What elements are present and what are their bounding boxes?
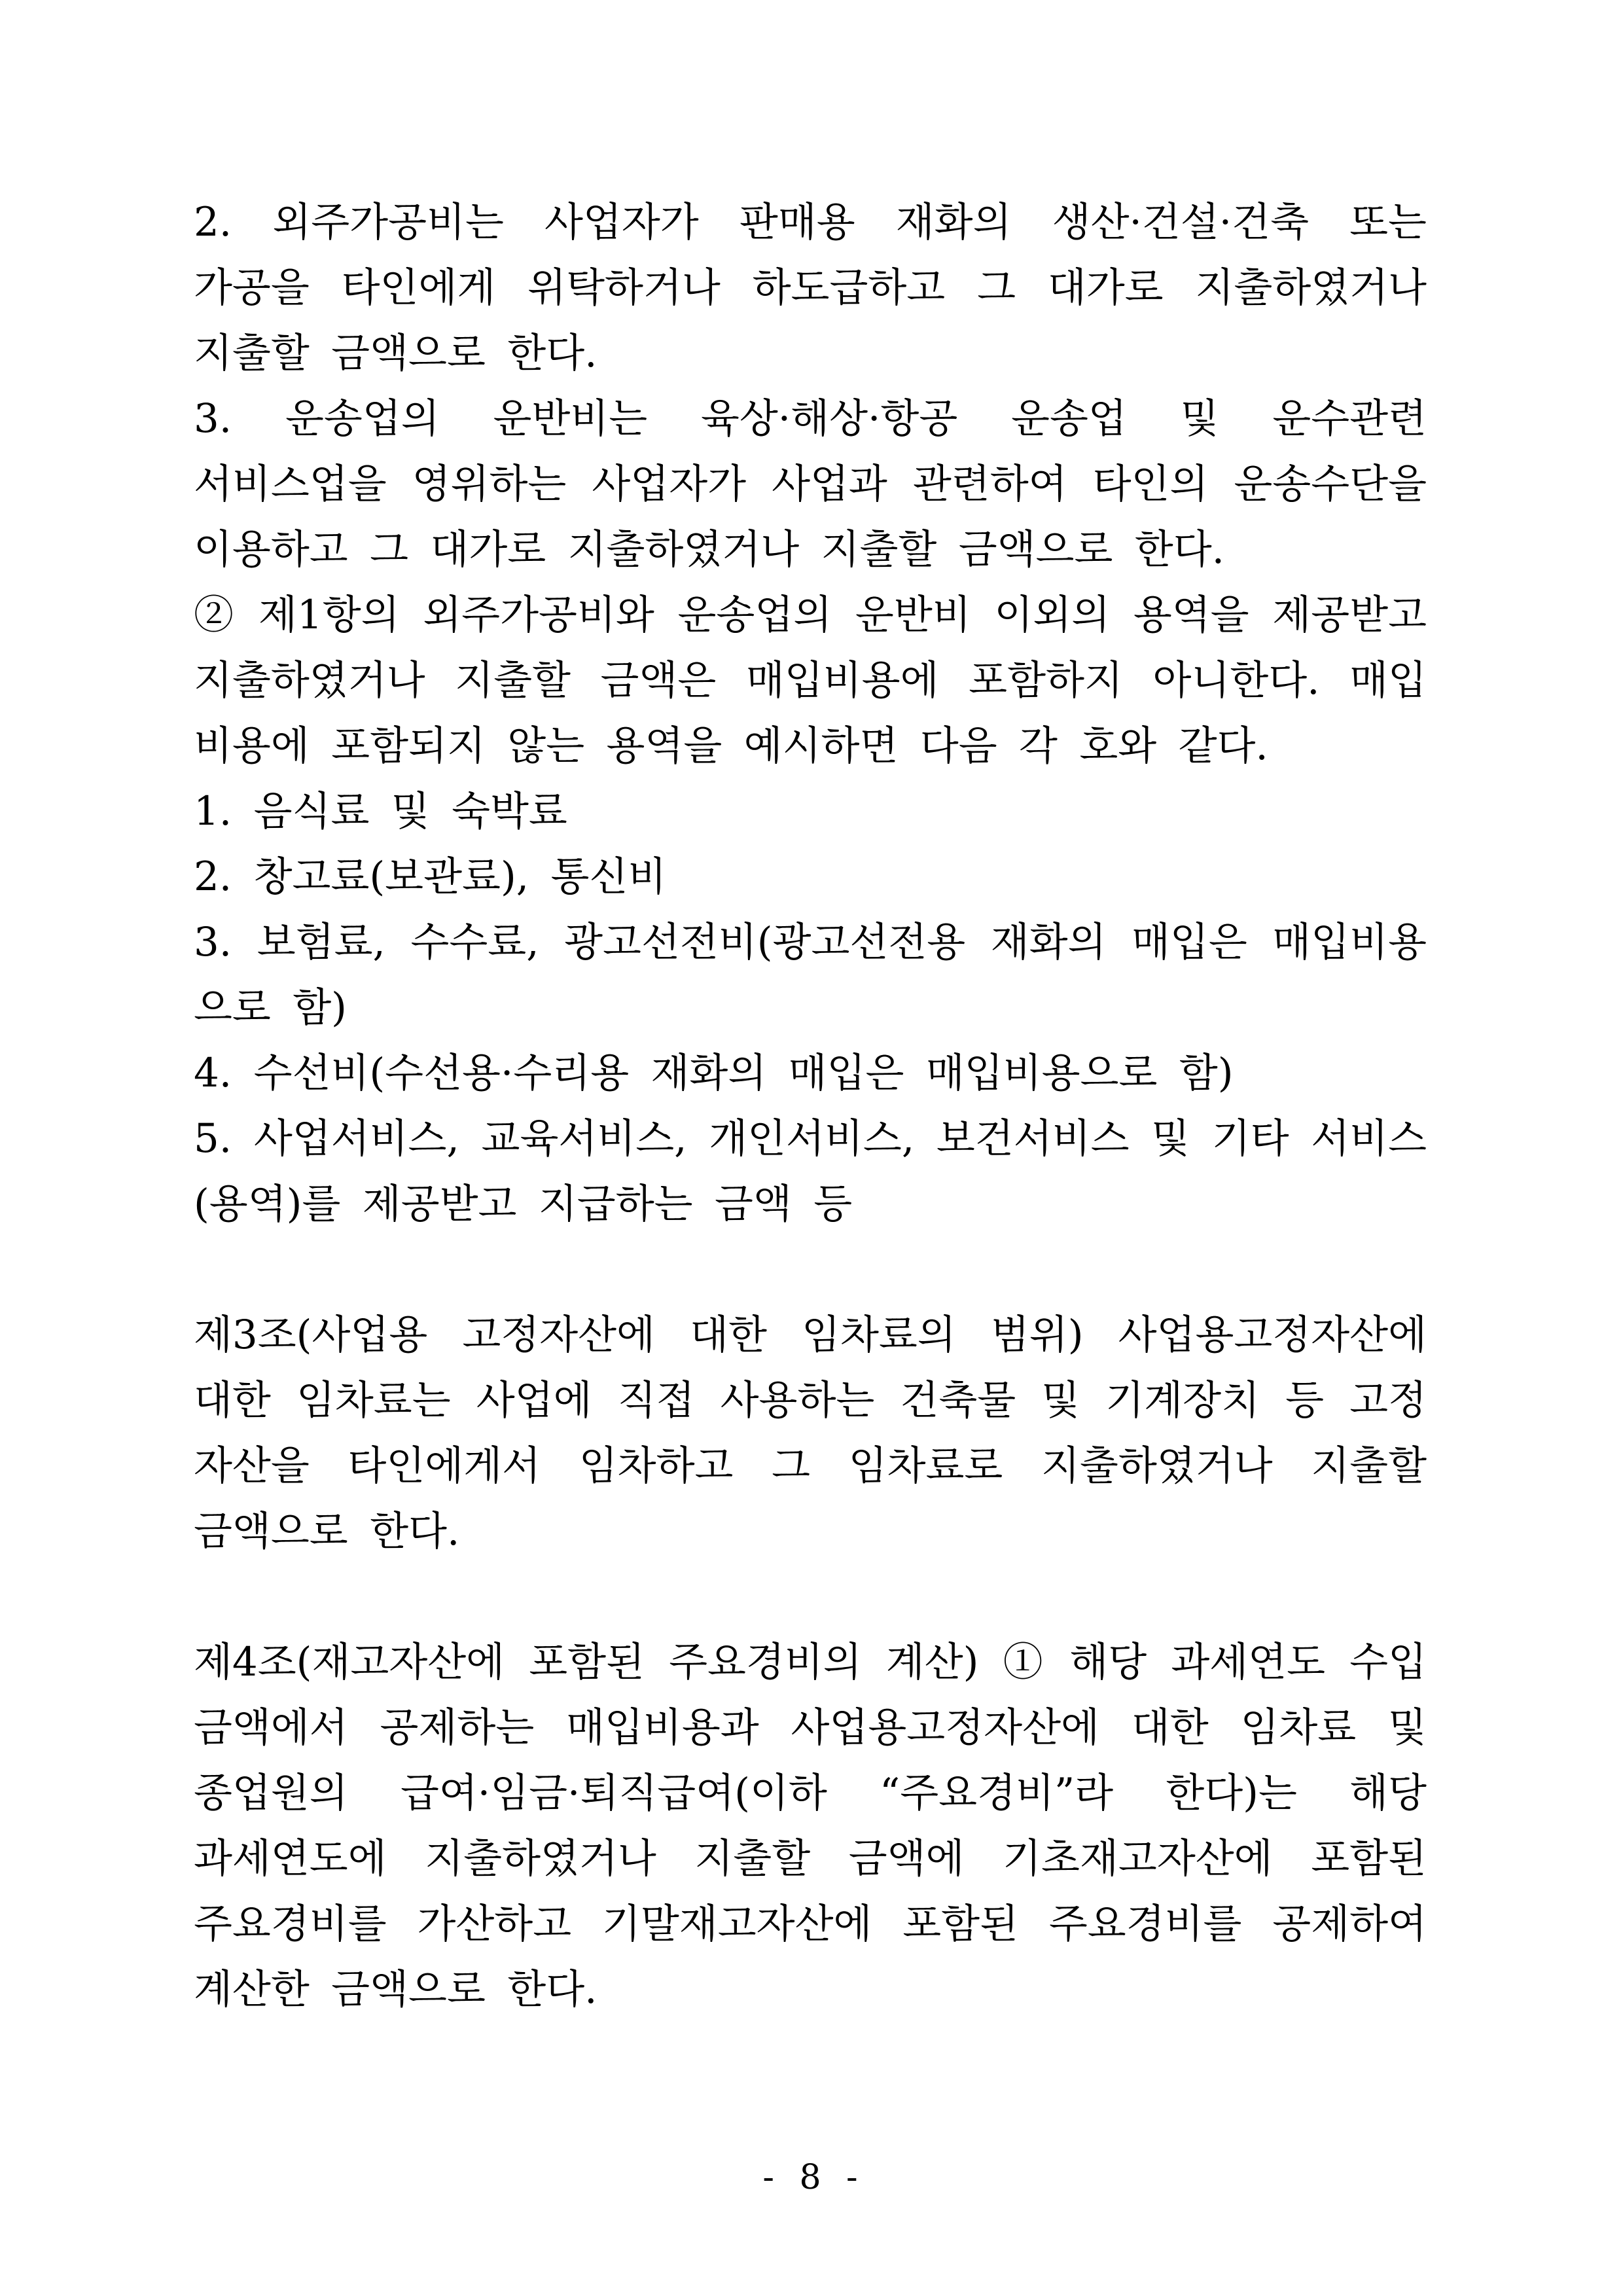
text-line: 지출하였거나 지출할 금액은 매입비용에 포함하지 아니한다. 매입 [194,657,1427,704]
text-line: 으로 함) [194,984,347,1031]
text-line: 서비스업을 영위하는 사업자가 사업과 관련하여 타인의 운송수단을 [194,461,1427,507]
text-line: 이용하고 그 대가로 지출하였거나 지출할 금액으로 한다. [194,526,1225,573]
text-line: 금액으로 한다. [194,1508,460,1554]
text-line: 비용에 포함되지 않는 용역을 예시하면 다음 각 호와 같다. [194,723,1268,769]
text-line: 3. 보험료, 수수료, 광고선전비(광고선전용 재화의 매입은 매입비용 [194,919,1427,965]
text-line: 2. 외주가공비는 사업자가 판매용 재화의 생산·건설·건축 또는 [194,199,1427,245]
text-line: ② 제1항의 외주가공비와 운송업의 운반비 이외의 용역을 제공받고 [194,592,1427,638]
text-line: 2. 창고료(보관료), 통신비 [194,853,667,900]
document-body [194,190,1427,2022]
text-line: 지출할 금액으로 한다. [194,330,597,376]
text-line: 계산한 금액으로 한다. [194,1966,597,2013]
text-line: 3. 운송업의 운반비는 육상·해상·항공 운송업 및 운수관련 [194,395,1427,442]
text-line: 주요경비를 가산하고 기말재고자산에 포함된 주요경비를 공제하여 [194,1901,1427,1947]
text-line: 1. 음식료 및 숙박료 [194,788,567,834]
text-line: (용역)를 제공받고 지급하는 금액 등 [194,1181,853,1227]
text-line: 가공을 타인에게 위탁하거나 하도급하고 그 대가로 지출하였거나 [194,264,1427,311]
text-line: 자산을 타인에게서 임차하고 그 임차료로 지출하였거나 지출할 [194,1443,1427,1489]
text-line: 제4조(재고자산에 포함된 주요경비의 계산) ① 해당 과세연도 수입 [194,1639,1427,1685]
text-line: 과세연도에 지출하였거나 지출할 금액에 기초재고자산에 포함된 [194,1835,1427,1882]
text-line: 제3조(사업용 고정자산에 대한 임차료의 범위) 사업용고정자산에 [194,1312,1427,1358]
text-line: 4. 수선비(수선용·수리용 재화의 매입은 매입비용으로 함) [194,1050,1234,1096]
text-line: 대한 임차료는 사업에 직접 사용하는 건축물 및 기계장치 등 고정 [194,1377,1427,1424]
text-line: 종업원의 급여·임금·퇴직급여(이하 “주요경비”라 한다)는 해당 [194,1770,1427,1816]
page-number: - 8 - [762,2158,861,2197]
text-line: 금액에서 공제하는 매입비용과 사업용고정자산에 대한 임차료 및 [194,1704,1427,1751]
text-line: 5. 사업서비스, 교육서비스, 개인서비스, 보건서비스 및 기타 서비스 [194,1115,1427,1162]
